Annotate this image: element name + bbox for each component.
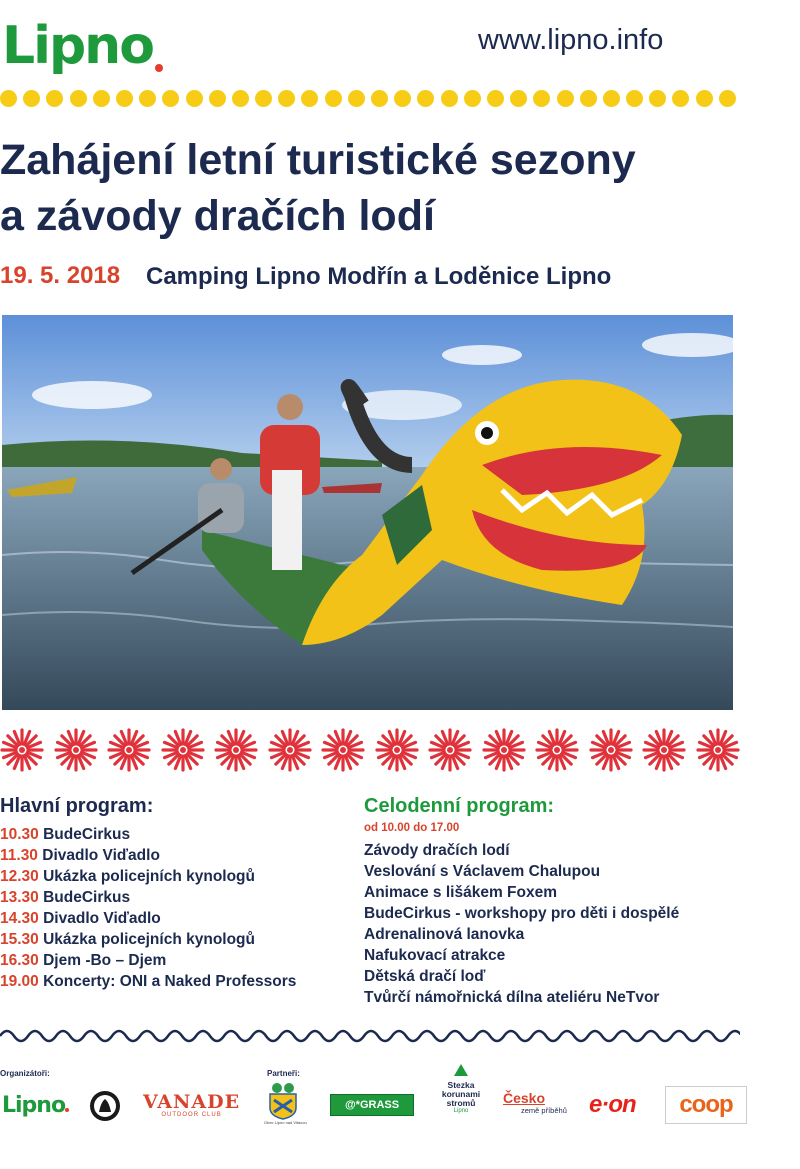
dragon-boat-photo [2, 315, 733, 710]
yellow-dot [441, 90, 458, 107]
program-name: Ukázka policejních kynologů [43, 931, 255, 948]
stezka-subtitle: Lipno [453, 1108, 469, 1114]
all-day-program-item: Animace s lišákem Foxem [364, 884, 557, 901]
yellow-dot [186, 90, 203, 107]
yellow-dot [626, 90, 643, 107]
partner-coop-logo[interactable]: coop [665, 1086, 747, 1124]
logo-dot [155, 64, 163, 72]
main-program-title: Hlavní program: [0, 795, 154, 817]
partner-stezka-logo[interactable] [438, 1063, 484, 1114]
main-program-row [0, 866, 360, 887]
main-program-row [0, 929, 360, 950]
yellow-dot [603, 90, 620, 107]
folk-flower-ornament [107, 728, 151, 772]
all-day-program-item: Tvůrčí námořnická dílna ateliéru NeTvor [364, 989, 660, 1006]
yellow-dot [719, 90, 736, 107]
all-day-program-item: Nafukovací atrakce [364, 947, 506, 964]
partner-cesko-logo[interactable] [503, 1091, 567, 1115]
all-day-program-item: Závody dračích lodí [364, 842, 510, 859]
all-day-program [364, 795, 784, 1008]
folk-flower-ornament [321, 728, 365, 772]
yellow-dot [487, 90, 504, 107]
main-program-row [0, 950, 360, 971]
folk-flower-ornament [535, 728, 579, 772]
yellow-dot [23, 90, 40, 107]
partner-grass-logo[interactable]: @*GRASS [330, 1094, 414, 1116]
yellow-dot [510, 90, 527, 107]
program-time: 13.30 [0, 889, 39, 906]
organizer-lipno-dot [65, 1108, 69, 1112]
yellow-dot [580, 90, 597, 107]
yellow-dot [325, 90, 342, 107]
partner-crest-caption: Obec Lipno nad Vltavou [264, 1120, 307, 1125]
program-name: Djem -Bo – Djem [43, 952, 167, 969]
yellow-dot [672, 90, 689, 107]
main-program-row [0, 908, 360, 929]
program-time: 10.30 [0, 826, 39, 843]
yellow-dot [278, 90, 295, 107]
folk-flower-ornament [375, 728, 419, 772]
vanade-subtitle: OUTDOOR CLUB [161, 1112, 222, 1118]
organizer-vanade-logo[interactable] [143, 1093, 240, 1118]
folk-ornament-row [0, 728, 740, 772]
partner-eon-logo[interactable]: e·on [589, 1091, 636, 1118]
yellow-dot [394, 90, 411, 107]
program-time: 19.00 [0, 973, 39, 990]
yellow-dot [209, 90, 226, 107]
program-name: Ukázka policejních kynologů [43, 868, 255, 885]
program-time: 12.30 [0, 868, 39, 885]
folk-flower-ornament [428, 728, 472, 772]
main-program-row [0, 824, 360, 845]
organizer-round-emblem[interactable] [89, 1090, 121, 1122]
folk-flower-ornament [589, 728, 633, 772]
main-program-list [0, 824, 360, 992]
yellow-dot [301, 90, 318, 107]
lipno-logo[interactable] [2, 0, 163, 76]
program-name: BudeCirkus [43, 826, 131, 843]
main-program [0, 795, 360, 992]
folk-flower-ornament [54, 728, 98, 772]
organizers-label: Organizátoři: [0, 1069, 50, 1078]
yellow-dot-divider [0, 90, 740, 110]
all-day-program-item: Veslování s Václavem Chalupou [364, 863, 601, 880]
yellow-dot [417, 90, 434, 107]
partners-label: Partneři: [267, 1069, 300, 1078]
folk-flower-ornament [0, 728, 44, 772]
yellow-dot [696, 90, 713, 107]
folk-flower-ornament [268, 728, 312, 772]
event-title-line-1: Zahájení letní turistické sezony [0, 136, 636, 184]
all-day-program-item: Dětská dračí loď [364, 968, 486, 985]
event-title-line-2: a závody dračích lodí [0, 192, 435, 240]
all-day-program-item: BudeCirkus - workshopy pro děti i dospělé [364, 905, 680, 922]
event-date: 19. 5. 2018 [0, 262, 121, 289]
yellow-dot [371, 90, 388, 107]
yellow-dot [348, 90, 365, 107]
stezka-name: Stezka korunami stromů [441, 1080, 481, 1108]
main-program-row [0, 845, 360, 866]
yellow-dot [464, 90, 481, 107]
organizer-lipno-logo[interactable] [2, 1093, 69, 1118]
yellow-dot [533, 90, 550, 107]
logo-text: Lipno [2, 16, 153, 76]
cesko-subtitle: země příběhů [521, 1106, 567, 1115]
yellow-dot [232, 90, 249, 107]
vanade-name: VANADE [143, 1091, 241, 1113]
yellow-dot [0, 90, 17, 107]
yellow-dot [46, 90, 63, 107]
tree-icon [454, 1064, 468, 1076]
program-time: 11.30 [0, 847, 38, 864]
yellow-dot [93, 90, 110, 107]
all-day-program-item: Adrenalinová lanovka [364, 926, 525, 943]
main-program-row [0, 971, 360, 992]
program-name: BudeCirkus [43, 889, 131, 906]
yellow-dot [116, 90, 133, 107]
folk-flower-ornament [642, 728, 686, 772]
program-time: 16.30 [0, 952, 39, 969]
yellow-dot [162, 90, 179, 107]
program-name: Divadlo Viďadlo [42, 847, 160, 864]
yellow-dot [139, 90, 156, 107]
yellow-dot [557, 90, 574, 107]
program-name: Koncerty: ONI a Naked Professors [43, 973, 297, 990]
main-program-row [0, 887, 360, 908]
yellow-dot [649, 90, 666, 107]
all-day-program-title: Celodenní program: [364, 795, 555, 817]
organizer-lipno-text: Lipno [2, 1093, 66, 1118]
cesko-name: Česko [503, 1090, 546, 1106]
yellow-dot [255, 90, 272, 107]
event-venue: Camping Lipno Modřín a Loděnice Lipno [146, 263, 612, 290]
event-title [0, 132, 790, 244]
wave-divider [0, 1024, 740, 1048]
folk-flower-ornament [482, 728, 526, 772]
folk-flower-ornament [696, 728, 740, 772]
yellow-dot [70, 90, 87, 107]
website-url[interactable]: www.lipno.info [478, 24, 664, 56]
program-name: Divadlo Viďadlo [43, 910, 161, 927]
folk-flower-ornament [161, 728, 205, 772]
program-time: 15.30 [0, 931, 39, 948]
program-time: 14.30 [0, 910, 39, 927]
folk-flower-ornament [214, 728, 258, 772]
all-day-hours: od 10.00 do 17.00 [364, 822, 460, 834]
all-day-program-list [364, 840, 784, 1008]
